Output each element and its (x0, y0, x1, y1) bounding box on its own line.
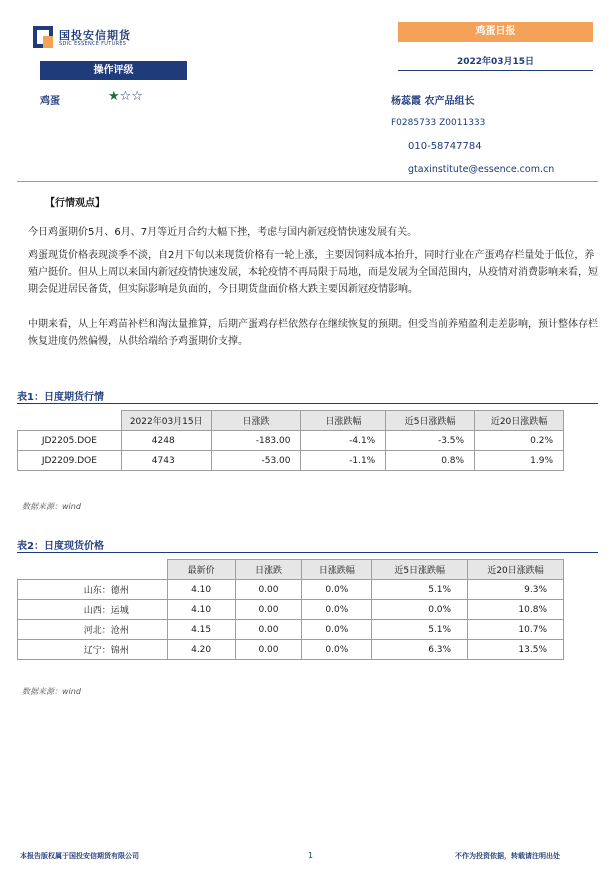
table-header-cell: 近5日涨跌幅 (386, 411, 475, 431)
table-header-cell: 最新价 (167, 560, 235, 580)
table-cell: 10.7% (468, 620, 564, 640)
table-cell: 6.3% (372, 640, 468, 660)
table-cell: 0.0% (302, 640, 372, 660)
table-cell: -4.1% (301, 431, 386, 451)
contract-code: JD2209.DOE (18, 451, 122, 471)
company-logo (33, 24, 173, 52)
table-cell: 0.00 (235, 640, 302, 660)
table-header-cell: 日涨跌幅 (301, 411, 386, 431)
company-name-cn: 国投安信期货 (59, 29, 131, 42)
star-empty-icon: ☆ (131, 89, 143, 104)
table-cell: 4.15 (167, 620, 235, 640)
table-cell: 13.5% (468, 640, 564, 660)
table-cell: 5.1% (372, 620, 468, 640)
table-header-cell: 近5日涨跌幅 (372, 560, 468, 580)
table-header-row (18, 411, 564, 431)
table-cell: 0.00 (235, 600, 302, 620)
table-header-cell: 日涨跌幅 (302, 560, 372, 580)
table-row (18, 431, 564, 451)
market-view-paragraph-2: 鸡蛋现货价格表现淡季不淡，自2月下旬以来现货价格有一轮上涨，主要因饲料成本抬升，同时行业在产蛋鸡存栏量处于低位，养殖户挺价。但从上周以来国内新冠疫情快速发展，本轮疫情不再局限于局地，而是发展为全国范围内，从疫情对消费影响来看，短期会促进居民备货，但实际影响是负面的，今日期货盘面价格大跌主要因新冠疫情影响。 (28, 250, 598, 295)
table-row (18, 580, 564, 600)
table-header-cell: 近20日涨跌幅 (475, 411, 564, 431)
table-cell: 1.9% (475, 451, 564, 471)
market-view-paragraph-3: 中期来看，从上年鸡苗补栏和淘汰量推算，后期产蛋鸡存栏依然存在继续恢复的预期。但受当前养殖盈利走差影响，预计整体存栏恢复进度仍然偏慢，从供给端给予鸡蛋期价支撑。 (28, 319, 598, 347)
table2-title: 表2：日度现货价格 (17, 541, 104, 552)
table-cell: 4.10 (167, 580, 235, 600)
company-name-en: SDIC ESSENCE FUTURES (59, 41, 127, 47)
futures-quote-table (17, 410, 564, 471)
table-cell: 4743 (121, 451, 211, 471)
page-number: 1 (308, 851, 314, 860)
table-cell: -183.00 (211, 431, 301, 451)
table-cell: -53.00 (211, 451, 301, 471)
commodity-name: 鸡蛋 (40, 96, 60, 107)
star-empty-icon: ☆ (119, 89, 132, 104)
footer-copyright: 本报告版权属于国投安信期货有限公司 (20, 852, 139, 860)
table-cell: -3.5% (386, 431, 475, 451)
report-type-tag: 鸡蛋日报 (398, 22, 593, 42)
market-view-paragraph-1: 今日鸡蛋期价5月、6月、7月等近月合约大幅下挫，考虑与国内新冠疫情快速发展有关。 (28, 227, 418, 238)
table-cell: 0.0% (302, 580, 372, 600)
header-divider (398, 70, 593, 71)
table2-source-note: 数据来源：wind (22, 687, 81, 696)
analyst-certificate: F0285733 Z0011333 (391, 118, 486, 128)
table-row (18, 620, 564, 640)
region-name: 山东：德州 (18, 580, 168, 600)
table-cell: 0.0% (302, 620, 372, 640)
table-cell: 4.10 (167, 600, 235, 620)
star-filled-icon: ★ (108, 89, 120, 104)
table1-title-rule (17, 403, 598, 404)
rating-label-bar: 操作评级 (40, 61, 187, 80)
table-cell: -1.1% (301, 451, 386, 471)
region-name: 山西：运城 (18, 600, 168, 620)
table1-source-note: 数据来源：wind (22, 502, 81, 511)
table-cell: 4248 (121, 431, 211, 451)
table-cell: 0.00 (235, 620, 302, 640)
table-cell: 0.0% (372, 600, 468, 620)
table-row (18, 640, 564, 660)
table-cell: 0.8% (386, 451, 475, 471)
table-cell: 0.00 (235, 580, 302, 600)
table-cell: 0.0% (302, 600, 372, 620)
rating-stars (108, 89, 143, 104)
market-view-heading: 【行情观点】 (45, 198, 105, 209)
table-row (18, 451, 564, 471)
analyst-email: gtaxinstitute@essence.com.cn (408, 164, 555, 175)
table-row (18, 600, 564, 620)
logo-mark-icon (33, 26, 53, 48)
table-cell: 5.1% (372, 580, 468, 600)
spot-price-table (17, 559, 564, 660)
table-header-cell: 2022年03月15日 (121, 411, 211, 431)
table-cell: 0.2% (475, 431, 564, 451)
footer-disclaimer: 不作为投资依据，转载请注明出处 (455, 852, 560, 860)
table1-title: 表1：日度期货行情 (17, 392, 104, 403)
analyst-phone: 010-58747784 (408, 141, 482, 152)
table-header-row (18, 560, 564, 580)
report-date: 2022年03月15日 (456, 57, 535, 67)
region-name: 辽宁：锦州 (18, 640, 168, 660)
table-corner-cell (18, 560, 168, 580)
table-header-cell: 日涨跌 (211, 411, 301, 431)
table-corner-cell (18, 411, 122, 431)
contract-code: JD2205.DOE (18, 431, 122, 451)
table-cell: 4.20 (167, 640, 235, 660)
table-header-cell: 近20日涨跌幅 (468, 560, 564, 580)
table-cell: 9.3% (468, 580, 564, 600)
table-cell: 10.8% (468, 600, 564, 620)
analyst-name: 杨蕊霞 农产品组长 (391, 96, 475, 107)
table-header-cell: 日涨跌 (235, 560, 302, 580)
region-name: 河北：沧州 (18, 620, 168, 640)
section-divider (17, 181, 598, 182)
table2-title-rule (17, 552, 598, 553)
